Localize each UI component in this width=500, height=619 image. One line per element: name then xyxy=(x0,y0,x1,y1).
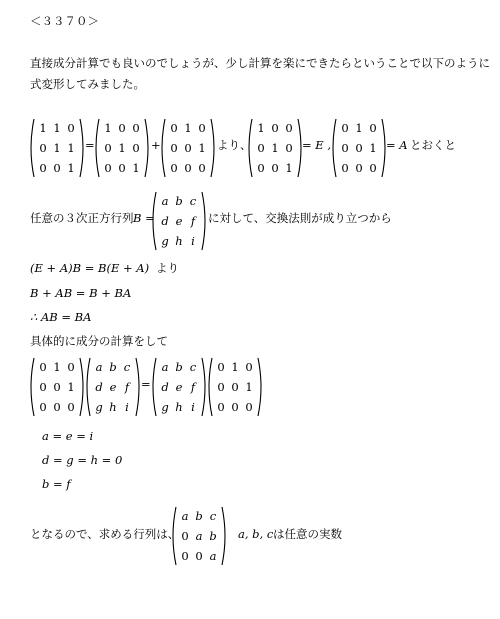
matrix-cell: 0 xyxy=(355,161,363,175)
matrix-cell: 0 xyxy=(39,161,47,175)
left-paren xyxy=(246,118,253,178)
matrix-cell: 0 xyxy=(369,161,377,175)
right-paren xyxy=(221,506,228,566)
matrix-cell: 0 xyxy=(217,360,225,374)
matrix-cell: 0 xyxy=(170,121,178,135)
matrix-cell: 0 xyxy=(181,549,189,563)
matrix-cell: g xyxy=(161,400,169,414)
matrix-cell: 0 xyxy=(184,141,192,155)
left-paren xyxy=(150,191,157,251)
step2-math: B + AB = B + BA xyxy=(30,286,132,300)
step1-math: (E + A)B = B(E + A) xyxy=(30,261,150,275)
matrix-cell: 0 xyxy=(118,161,126,175)
matrix-eq2-m1 xyxy=(28,357,86,417)
matrix-cell: 0 xyxy=(341,141,349,155)
matrix-cell: 0 xyxy=(67,121,75,135)
matrix-cell: d xyxy=(161,214,169,228)
matrix-cell: 0 xyxy=(198,161,206,175)
matrix-cell: b xyxy=(175,194,183,208)
matrix-cell: 0 xyxy=(231,400,239,414)
matrix-cell: e xyxy=(109,380,117,394)
matrix-cell: 0 xyxy=(271,161,279,175)
matrix-cell: 0 xyxy=(217,400,225,414)
matrix-cell: 0 xyxy=(285,121,293,135)
matrix-cell: a xyxy=(161,360,169,374)
matrix-cell: 0 xyxy=(132,121,140,135)
matrix-cell: 0 xyxy=(53,380,61,394)
matrix-eq2-m3 xyxy=(150,357,208,417)
left-paren xyxy=(93,118,100,178)
equals-E: = E , xyxy=(302,138,331,152)
right-paren xyxy=(210,118,217,178)
matrix-cell: 1 xyxy=(53,141,61,155)
matrix-cell: 0 xyxy=(39,141,47,155)
equals-sign-2: = xyxy=(141,377,151,391)
matrix-cell: h xyxy=(175,400,183,414)
matrix-cell: a xyxy=(195,529,203,543)
matrix-cell: i xyxy=(191,400,195,414)
matrix-cell: c xyxy=(189,194,197,208)
matrix-cell: b xyxy=(109,360,117,374)
final-vars: a, b, c xyxy=(238,527,274,541)
matrix-cell: h xyxy=(109,400,117,414)
matrix-cell: 0 xyxy=(181,529,189,543)
intro-text-line2: 式変形してみました。 xyxy=(30,77,145,91)
matrix-cell: f xyxy=(190,214,196,228)
right-paren xyxy=(257,357,264,417)
matrix-cell: 0 xyxy=(39,380,47,394)
matrix-cell: 0 xyxy=(53,400,61,414)
right-paren xyxy=(201,191,208,251)
matrix-cell: a xyxy=(209,549,217,563)
matrix-eq1-m1 xyxy=(28,118,86,178)
left-paren xyxy=(28,118,35,178)
matrix-cell: 1 xyxy=(369,141,377,155)
left-paren xyxy=(330,118,337,178)
matrix-cell: 0 xyxy=(245,360,253,374)
matrix-eq1-m4 xyxy=(246,118,304,178)
matrix-cell: 1 xyxy=(104,121,112,135)
matrix-cell: g xyxy=(161,234,169,248)
equals-sign: = xyxy=(85,138,95,152)
matrix-cell: 0 xyxy=(184,161,192,175)
matrix-eq2-m2 xyxy=(84,357,142,417)
equals-A: = A xyxy=(386,138,408,152)
matrix-cell: 0 xyxy=(104,141,112,155)
matrix-cell: b xyxy=(195,509,203,523)
matrix-cell: a xyxy=(95,360,103,374)
matrix-cell: 0 xyxy=(257,141,265,155)
right-paren xyxy=(144,118,151,178)
result-3: b = f xyxy=(42,477,71,491)
matrix-eq1-m3 xyxy=(159,118,217,178)
matrix-cell: d xyxy=(161,380,169,394)
result-2: d = g = h = 0 xyxy=(42,453,123,467)
plus-sign: + xyxy=(151,138,161,152)
text-oku: とおくと xyxy=(410,138,456,152)
matrix-cell: 0 xyxy=(118,121,126,135)
matrix-b xyxy=(150,191,208,251)
matrix-cell: 0 xyxy=(257,161,265,175)
matrix-cell: 0 xyxy=(39,400,47,414)
matrix-cell: 1 xyxy=(231,360,239,374)
matrix-cell: 0 xyxy=(341,121,349,135)
matrix-cell: f xyxy=(190,380,196,394)
matrix-cell: 0 xyxy=(285,141,293,155)
matrix-cell: 0 xyxy=(195,549,203,563)
matrix-cell: 0 xyxy=(67,360,75,374)
left-paren xyxy=(159,118,166,178)
matrix-cell: a xyxy=(161,194,169,208)
matrix-cell: 1 xyxy=(198,141,206,155)
step1-text: より xyxy=(156,261,179,275)
computation-label: 具体的に成分の計算をして xyxy=(30,334,168,348)
matrix-cell: e xyxy=(175,380,183,394)
matrix-cell: 0 xyxy=(341,161,349,175)
left-paren xyxy=(150,357,157,417)
matrix-cell: 0 xyxy=(369,121,377,135)
matrix-cell: i xyxy=(125,400,129,414)
matrix-cell: h xyxy=(175,234,183,248)
result-1: a = e = i xyxy=(42,429,94,443)
left-paren xyxy=(170,506,177,566)
matrix-cell: a xyxy=(181,509,189,523)
matrix-cell: 0 xyxy=(170,141,178,155)
matrix-cell: b xyxy=(209,529,217,543)
matrix-cell: 1 xyxy=(118,141,126,155)
matrix-cell: i xyxy=(191,234,195,248)
matrix-eq1-m5 xyxy=(330,118,388,178)
matrix-cell: 0 xyxy=(132,141,140,155)
matrix-cell: 1 xyxy=(245,380,253,394)
final-matrix xyxy=(170,506,228,566)
matrix-cell: 1 xyxy=(53,121,61,135)
matrix-cell: 1 xyxy=(67,161,75,175)
line-b-var: B = xyxy=(133,211,155,225)
matrix-cell: 0 xyxy=(39,360,47,374)
matrix-cell: 0 xyxy=(104,161,112,175)
matrix-eq1-m2 xyxy=(93,118,151,178)
matrix-cell: 1 xyxy=(132,161,140,175)
matrix-cell: e xyxy=(175,214,183,228)
matrix-cell: 1 xyxy=(184,121,192,135)
matrix-cell: 0 xyxy=(67,400,75,414)
matrix-cell: f xyxy=(124,380,130,394)
matrix-cell: 0 xyxy=(170,161,178,175)
matrix-cell: 1 xyxy=(53,360,61,374)
left-paren xyxy=(84,357,91,417)
matrix-cell: 1 xyxy=(285,161,293,175)
matrix-cell: 1 xyxy=(355,121,363,135)
matrix-cell: 0 xyxy=(217,380,225,394)
final-prefix: となるので、求める行列は、 xyxy=(30,527,180,541)
matrix-cell: b xyxy=(175,360,183,374)
left-paren xyxy=(206,357,213,417)
matrix-cell: 0 xyxy=(53,161,61,175)
matrix-cell: c xyxy=(189,360,197,374)
matrix-eq2-m4 xyxy=(206,357,264,417)
problem-number: ＜３３７０＞ xyxy=(30,14,99,28)
matrix-cell: 1 xyxy=(257,121,265,135)
matrix-cell: g xyxy=(95,400,103,414)
matrix-cell: c xyxy=(209,509,217,523)
matrix-cell: 0 xyxy=(198,121,206,135)
matrix-cell: 0 xyxy=(355,141,363,155)
line-b-suffix: に対して、交換法則が成り立つから xyxy=(208,211,392,225)
final-suffix: は任意の実数 xyxy=(273,527,342,541)
matrix-cell: 1 xyxy=(67,141,75,155)
matrix-cell: 1 xyxy=(39,121,47,135)
matrix-cell: 1 xyxy=(67,380,75,394)
left-paren xyxy=(28,357,35,417)
line-b-prefix: 任意の３次正方行列 xyxy=(30,211,134,225)
matrix-cell: 0 xyxy=(271,121,279,135)
matrix-cell: 0 xyxy=(231,380,239,394)
matrix-cell: 0 xyxy=(245,400,253,414)
matrix-cell: c xyxy=(123,360,131,374)
matrix-cell: 1 xyxy=(271,141,279,155)
step3-math: ∴ AB = BA xyxy=(30,310,92,324)
intro-text-line1: 直接成分計算でも良いのでしょうが、少し計算を楽にできたらということで以下のように xyxy=(30,56,490,70)
matrix-cell: d xyxy=(95,380,103,394)
text-yori: より、 xyxy=(217,138,252,152)
